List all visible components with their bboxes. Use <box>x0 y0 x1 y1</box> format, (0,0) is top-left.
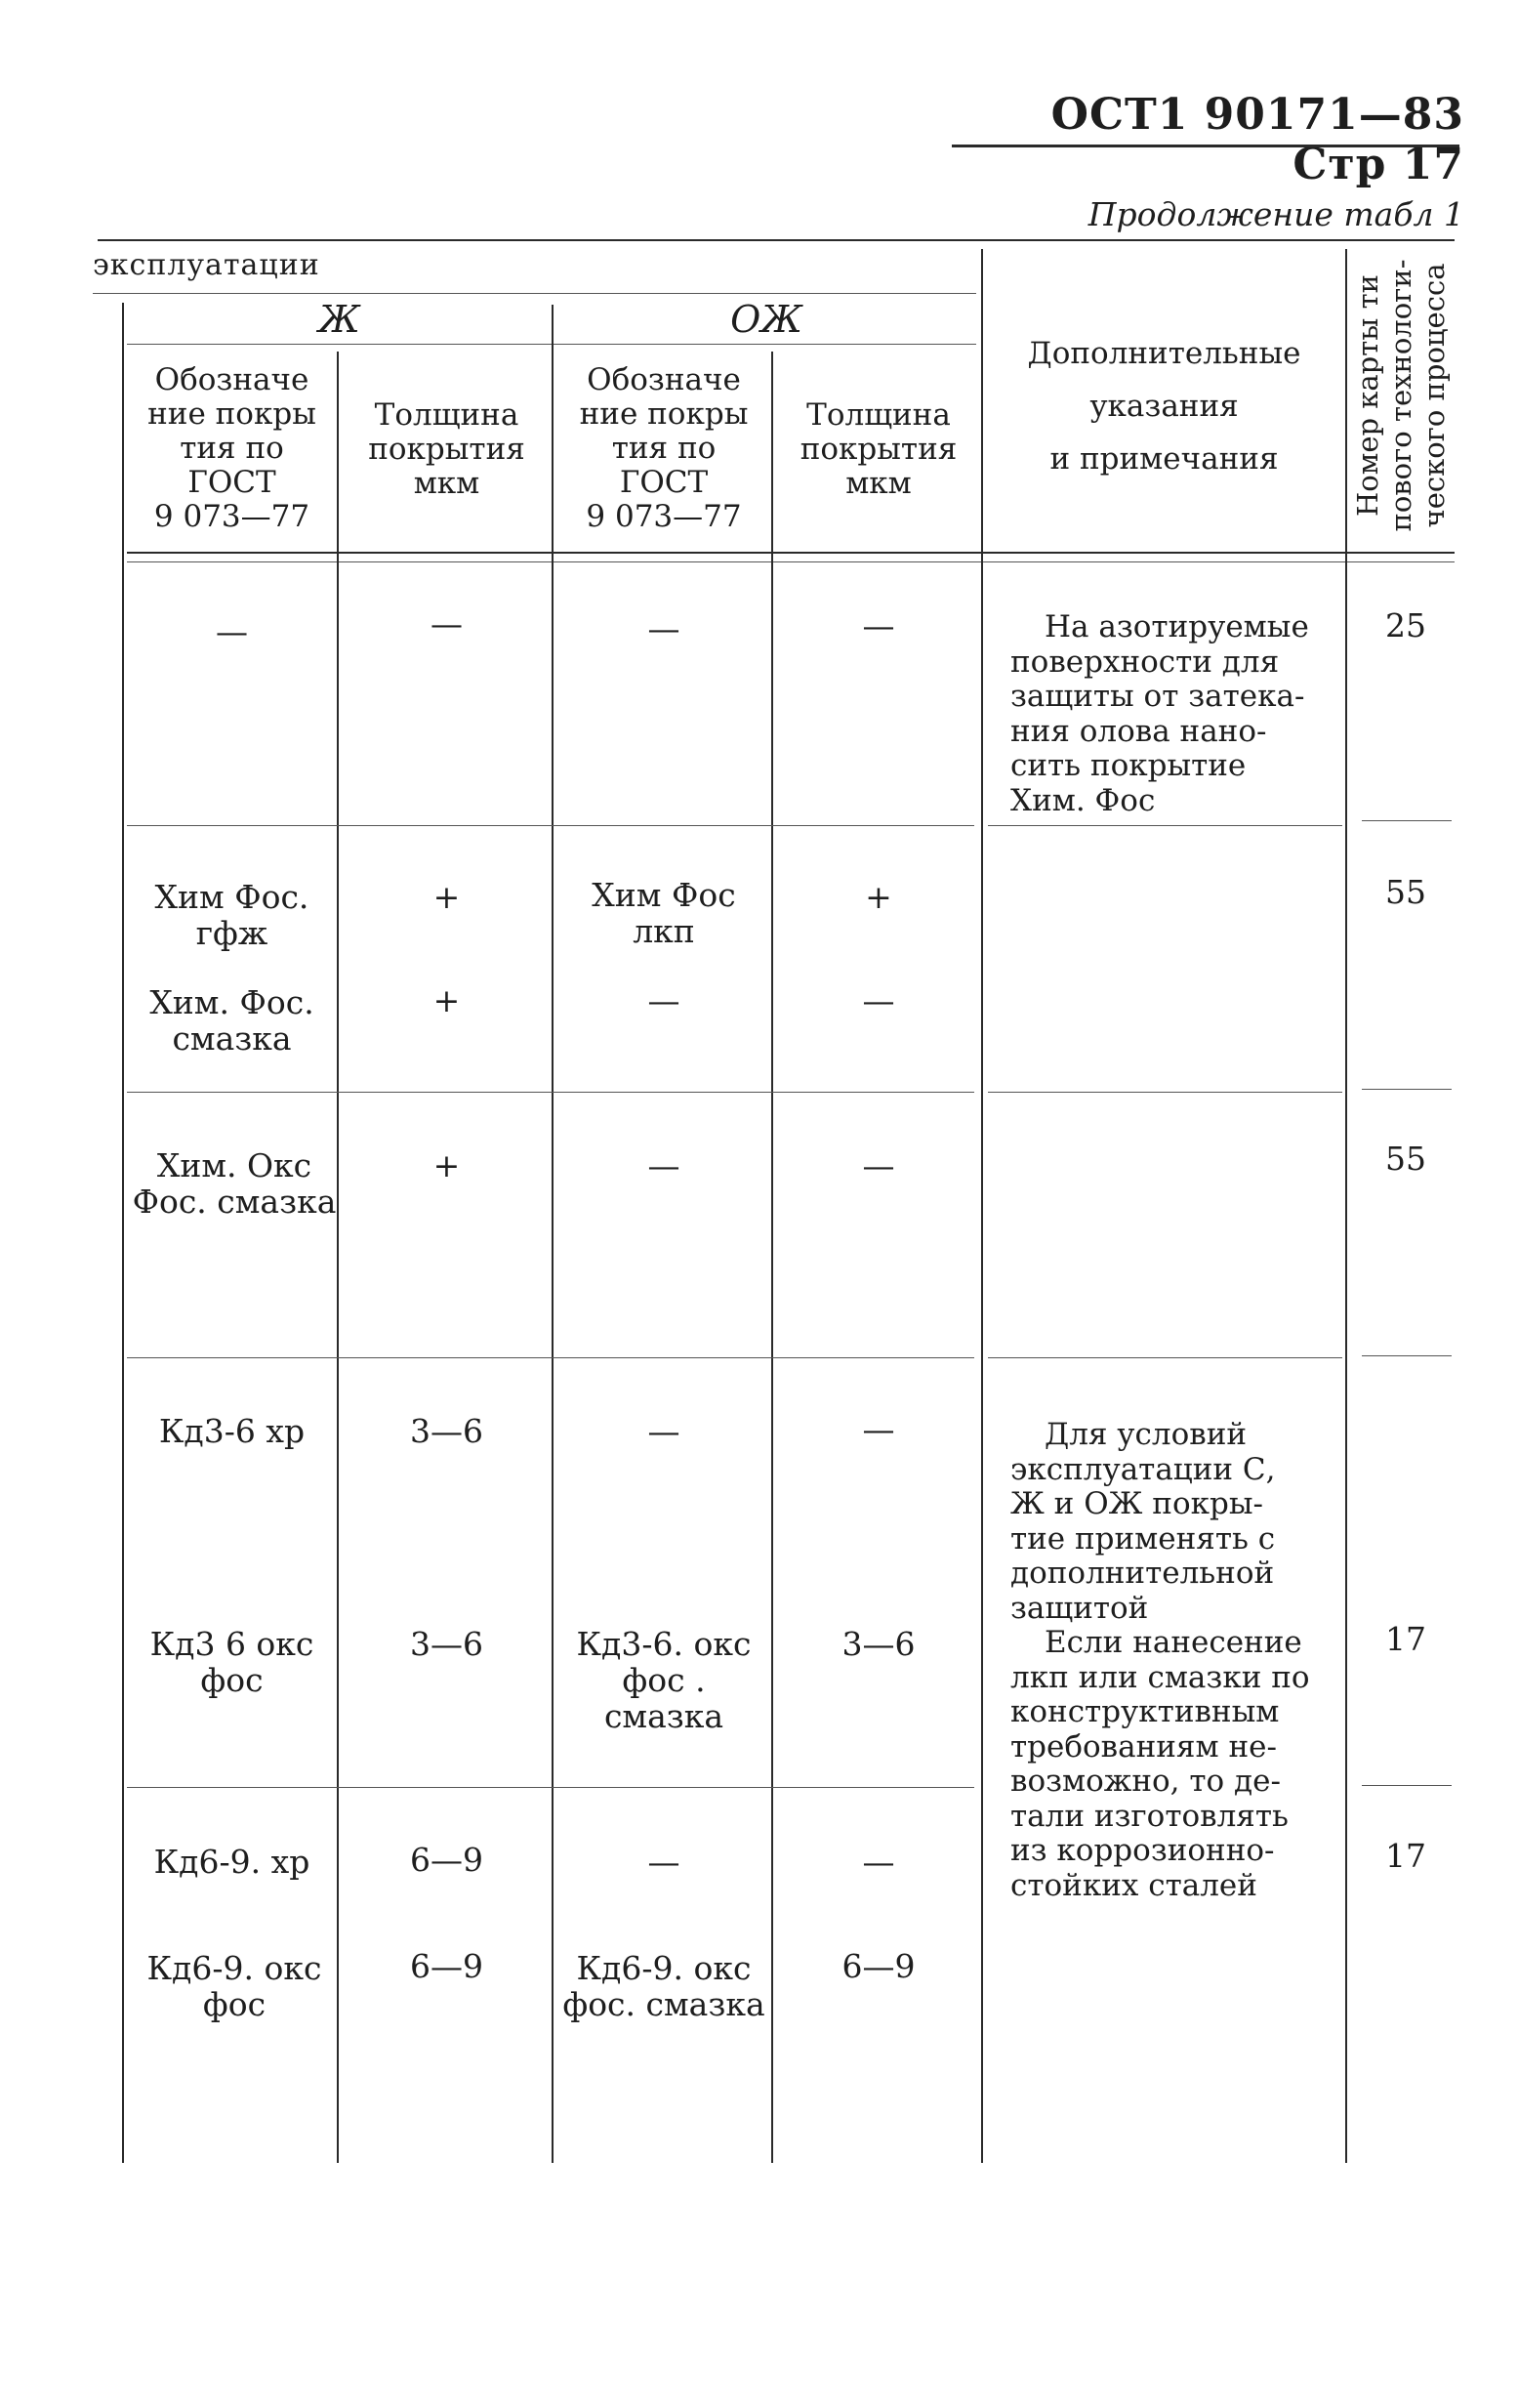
col-header-notes: Дополнительные указания и примечания <box>1027 336 1301 477</box>
shared-note-line: конструктивным <box>1010 1694 1280 1729</box>
vline-3 <box>771 352 773 2163</box>
shared-note-line: Ж и ОЖ покры- <box>1010 1486 1263 1521</box>
vline-2 <box>552 305 554 2163</box>
col-header-thickness-zh: Толщина покрытия мкм <box>368 397 525 501</box>
row2-designation-zh: Хим Фос. гфж <box>154 878 309 952</box>
row6-thickness-zh: 3—6 <box>410 1625 483 1663</box>
vline-4 <box>981 249 983 2163</box>
row5-designation-ozh: — <box>647 1412 680 1450</box>
row3-thickness-zh: + <box>432 981 461 1019</box>
row6-designation-ozh: Кд3-6. окс фос . смазка <box>576 1625 752 1735</box>
row1-thickness-ozh: — <box>862 606 895 644</box>
shared-note-line: стойких сталей <box>1010 1867 1257 1903</box>
shared-note-line: лкп или смазки по <box>1010 1659 1310 1695</box>
row4-thickness-zh: + <box>432 1146 461 1184</box>
row7-designation-zh: Кд6-9. хр <box>153 1843 310 1881</box>
col-header-designation-zh: Обозначе ние покры тия по ГОСТ 9 073—77 <box>147 362 316 534</box>
row-sep-1a <box>127 825 974 826</box>
continuation-label: Продолжение табл 1 <box>1087 195 1464 233</box>
row5-designation-zh: Кд3-6 хр <box>158 1412 306 1450</box>
row6-thickness-ozh: 3—6 <box>841 1625 916 1663</box>
row1-card: 25 <box>1385 606 1426 644</box>
row8-thickness-zh: 6—9 <box>410 1947 483 1985</box>
table-top-rule <box>98 239 1455 241</box>
row4-designation-zh: Хим. Окс Фос. смазка <box>132 1146 337 1221</box>
col-header-designation-ozh: Обозначе ние покры тия по ГОСТ 9 073—77 <box>579 362 749 534</box>
row1-thickness-zh: — <box>431 604 463 643</box>
row7-designation-ozh: — <box>647 1843 680 1881</box>
row7-thickness-ozh: — <box>862 1843 895 1881</box>
header-bottom-rule <box>127 552 1455 554</box>
row2-thickness-zh: + <box>432 878 461 916</box>
row-sep-3c <box>1362 1355 1452 1356</box>
shared-note <box>1010 1418 1323 1903</box>
vline-left <box>122 303 124 2163</box>
row-sep-2b <box>988 1092 1342 1093</box>
row3-designation-zh: Хим. Фос. смазка <box>149 983 314 1058</box>
row8-thickness-ozh: 6—9 <box>841 1947 916 1985</box>
document-number: ОСТ1 90171—83 Стр 17 <box>1050 90 1464 189</box>
row3-designation-ozh: — <box>647 981 680 1019</box>
header-bottom-rule-2 <box>127 561 1455 562</box>
row-sep-2c <box>1362 1089 1452 1090</box>
shared-note-line: возможно, то де- <box>1010 1764 1281 1799</box>
row1-note-line: ния олова нано- <box>1010 713 1267 749</box>
row2-thickness-ozh: + <box>865 878 892 916</box>
vline-1 <box>337 352 339 2163</box>
row1-note-line: защиты от затека- <box>1010 679 1305 714</box>
subgroup-ozh: ОЖ <box>730 298 802 341</box>
row-sep-3a <box>127 1357 974 1358</box>
vline-5 <box>1345 249 1347 2163</box>
row1-note-line: поверхности для <box>1010 644 1280 680</box>
row1-note-line: сить покрытие <box>1010 748 1247 783</box>
row3-thickness-ozh: — <box>862 981 895 1019</box>
group-header: эксплуатации <box>93 248 320 282</box>
row1-note-line: Хим. Фос <box>1010 782 1156 818</box>
row6-card: 17 <box>1385 1620 1426 1658</box>
row8-designation-ozh: Кд6-9. окс фос. смазка <box>562 1949 765 2023</box>
header-underline <box>952 145 1459 147</box>
group-header-rule <box>93 293 976 294</box>
shared-note-line: тие применять с <box>1010 1520 1276 1557</box>
row-sep-4a <box>127 1787 974 1788</box>
row-sep-1b <box>988 825 1342 826</box>
shared-note-line: эксплуатации С, <box>1010 1451 1276 1487</box>
row4-designation-ozh: — <box>647 1146 680 1184</box>
shared-note-line: тали изготовлять <box>1010 1798 1289 1834</box>
subgroup-zh: Ж <box>318 298 360 341</box>
row-sep-3b <box>988 1357 1342 1358</box>
row1-designation-ozh: — <box>647 609 680 647</box>
row4-thickness-ozh: — <box>862 1146 895 1184</box>
row4-card: 55 <box>1385 1140 1426 1178</box>
row1-designation-zh: — <box>216 612 248 650</box>
shared-note-line: Для условий <box>1045 1417 1248 1452</box>
shared-note-line: защитой <box>1010 1590 1149 1626</box>
col-header-card-number: Номер карты ти пового технологи- ческого процесса <box>1351 259 1451 532</box>
row5-thickness-zh: 3—6 <box>410 1412 483 1450</box>
row2-card: 55 <box>1385 873 1426 911</box>
row1-note-line: На азотируемые <box>1045 609 1309 644</box>
shared-note-line: дополнительной <box>1010 1556 1275 1591</box>
row-sep-4c <box>1362 1785 1452 1786</box>
row7-card: 17 <box>1385 1837 1426 1875</box>
col-header-thickness-ozh: Толщина покрытия мкм <box>800 397 958 501</box>
row-sep-1c <box>1362 820 1452 821</box>
row2-designation-ozh: Хим Фос лкп <box>592 876 736 950</box>
row5-thickness-ozh: — <box>862 1410 895 1448</box>
shared-note-line: требованиям не- <box>1010 1728 1277 1764</box>
row8-designation-zh: Кд6-9. окс фос <box>146 1949 322 2023</box>
row1-notes <box>1010 610 1323 818</box>
shared-note-line: Если нанесение <box>1045 1625 1302 1660</box>
shared-note-line: из коррозионно- <box>1010 1833 1275 1868</box>
row6-designation-zh: Кд3 6 окс фос <box>149 1625 314 1699</box>
row7-thickness-zh: 6—9 <box>410 1841 483 1879</box>
row-sep-2a <box>127 1092 974 1093</box>
